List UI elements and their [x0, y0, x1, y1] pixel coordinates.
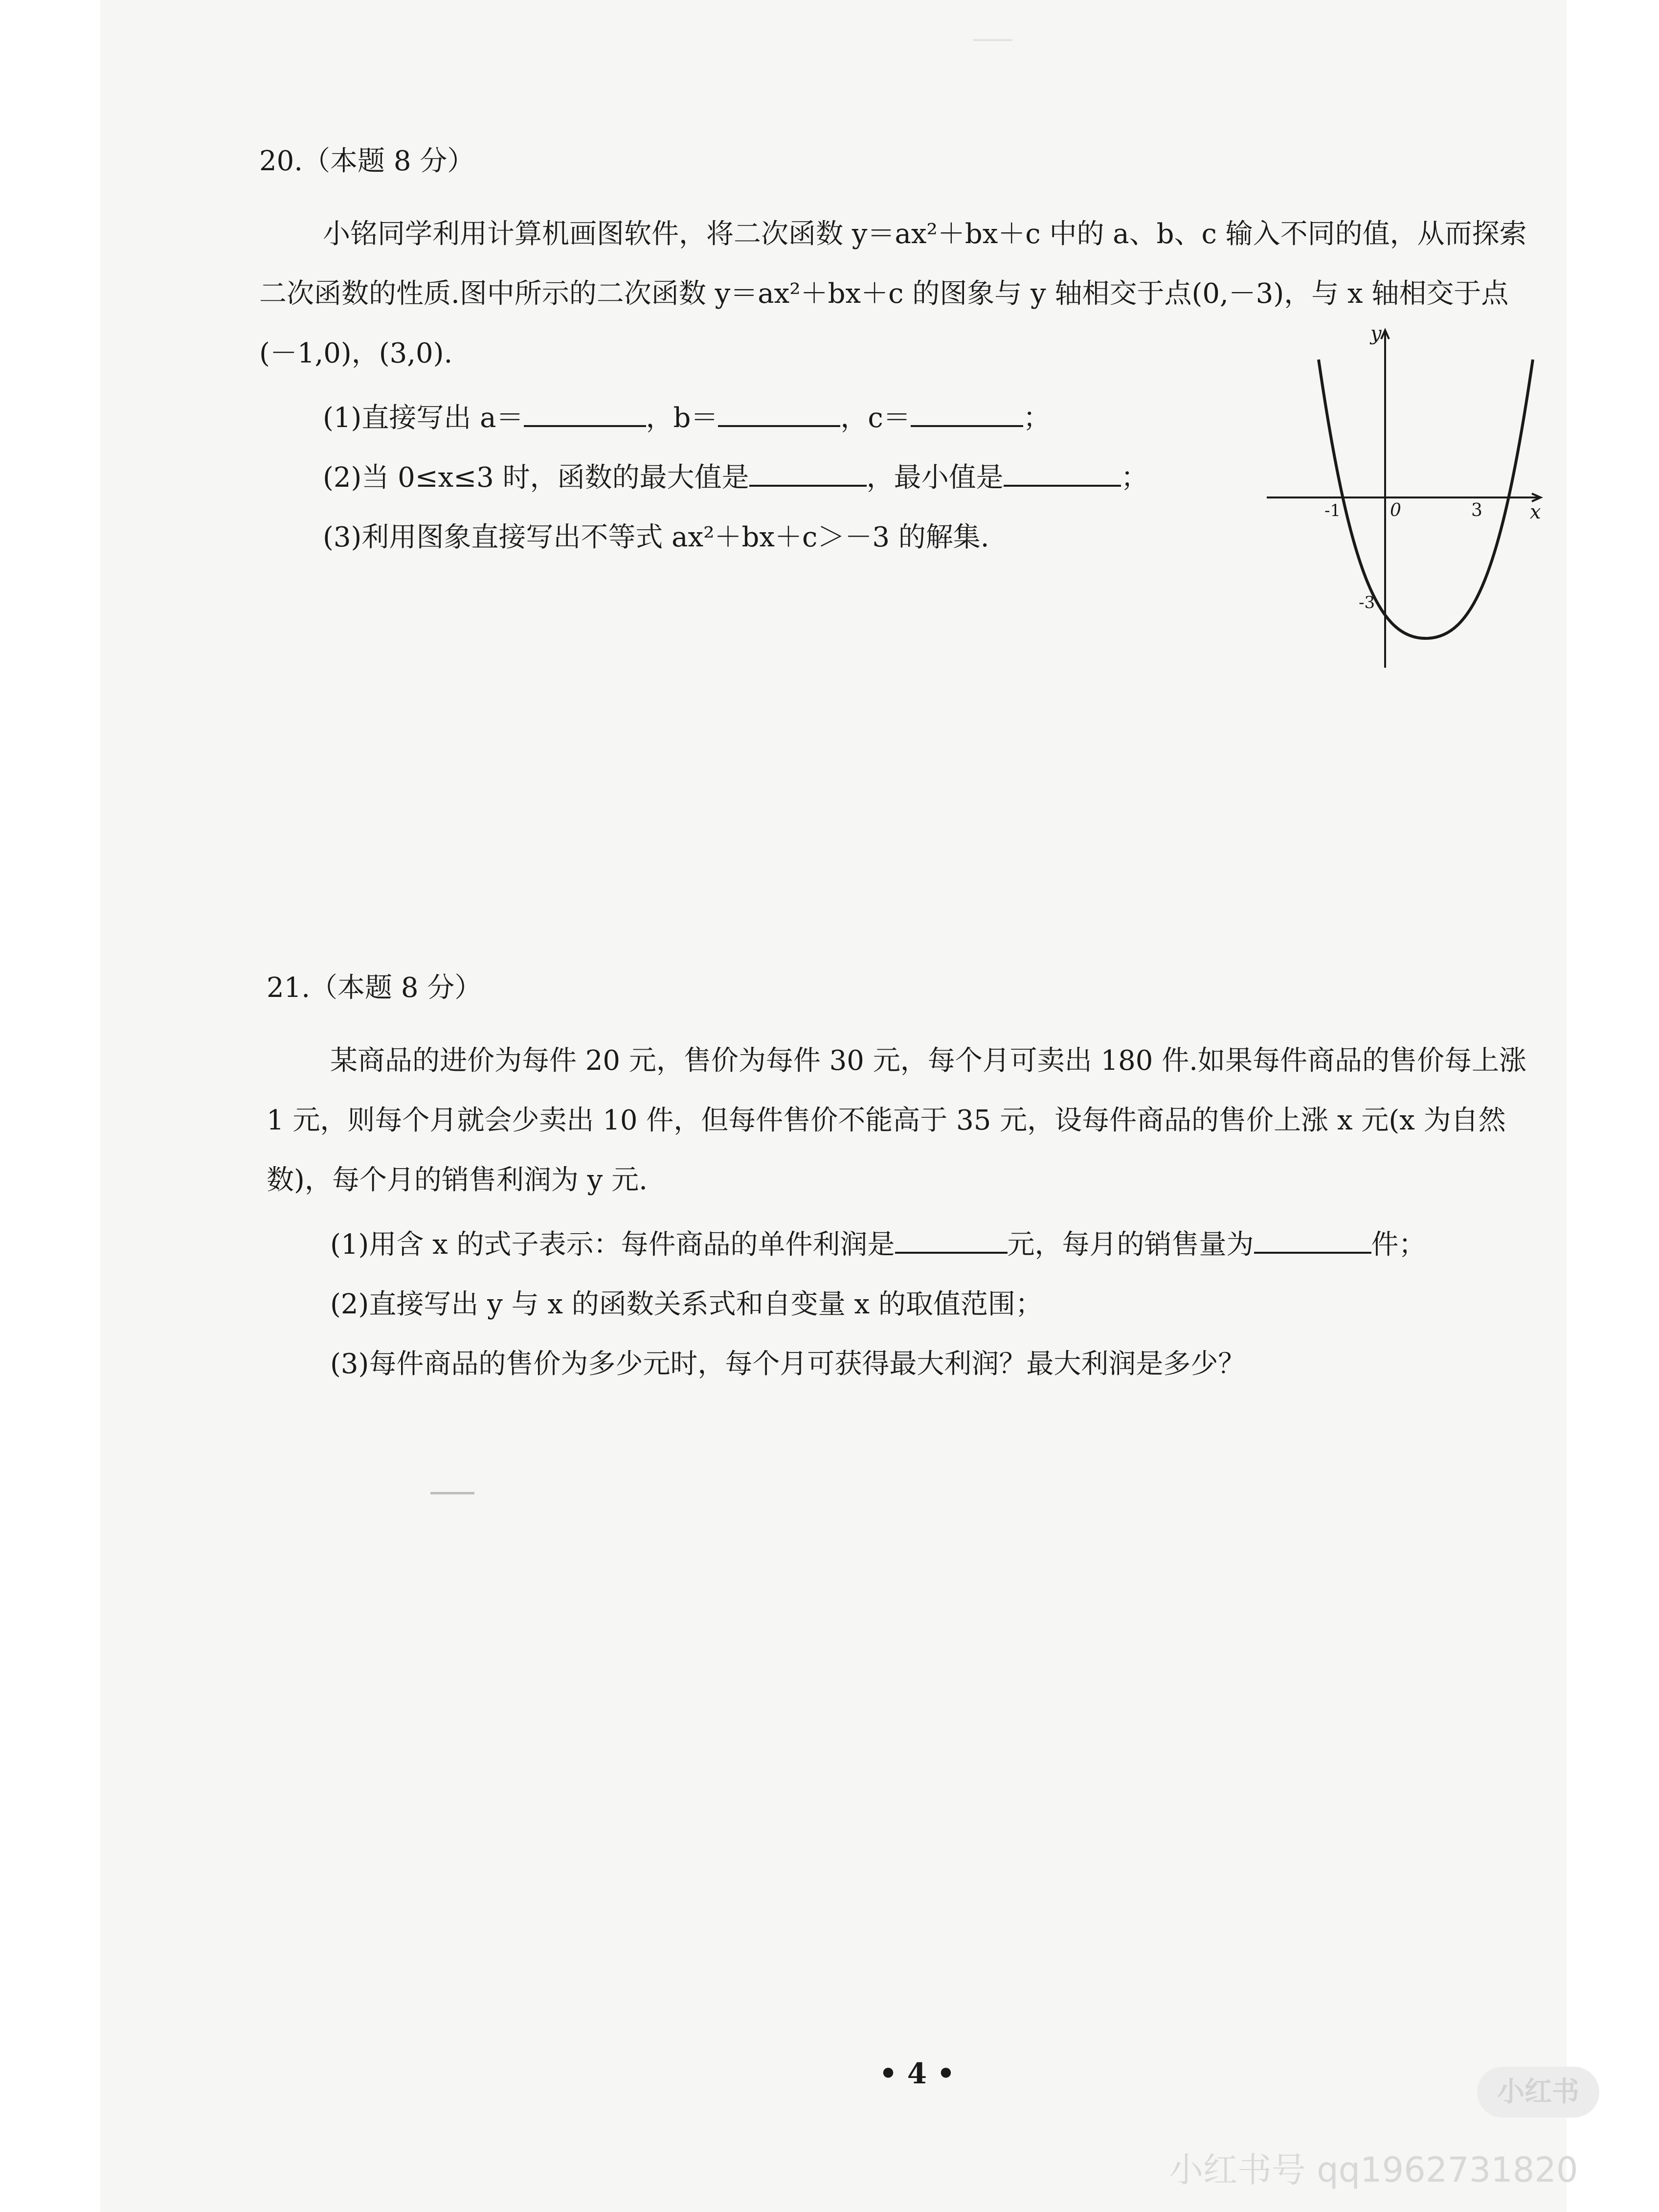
x-axis-label: x [1530, 501, 1541, 523]
question-21-item-1 [330, 1215, 1563, 1275]
tick-label-neg3: -3 [1359, 593, 1375, 612]
answer-blank-c[interactable] [911, 398, 1023, 427]
question-20-header: 20.（本题 8 分） [259, 145, 475, 177]
page-number: • 4 • [879, 2057, 955, 2090]
item-1-mid: 元，每月的销售量为 [1007, 1229, 1254, 1261]
item-2-prefix: (2)当 0≤x≤3 时，函数的最大值是 [323, 462, 749, 494]
answer-blank-a[interactable] [524, 398, 646, 427]
item-1-end: ； [1023, 402, 1051, 434]
question-21-header: 21.（本题 8 分） [267, 972, 482, 1004]
answer-blank-b[interactable] [718, 398, 840, 427]
origin-label: 0 [1390, 500, 1401, 520]
question-20-text: 小铭同学利用计算机画图软件，将二次函数 y＝ax²＋bx＋c 中的 a、b、c 输入不同的值，从而探索二次函数的性质.图中所示的二次函数 y＝ax²＋bx＋c 的图象与 y 轴相交于点(0,－3)，与 x 轴相交于点(－1,0)，(3,0). [259, 218, 1527, 369]
item-1-prefix: (1)用含 x 的式子表示：每件商品的单件利润是 [330, 1229, 895, 1261]
scan-mark [973, 39, 1012, 41]
question-21-item-2: (2)直接写出 y 与 x 的函数关系式和自变量 x 的取值范围； [330, 1288, 1043, 1320]
item-2-end: ； [1121, 462, 1148, 494]
question-21-item-3: (3)每件商品的售价为多少元时，每个月可获得最大利润？最大利润是多少？ [330, 1348, 1246, 1380]
tick-label-neg1: -1 [1324, 501, 1341, 520]
watermark-logo: 小红书 [1477, 2067, 1599, 2118]
answer-blank-min[interactable] [1004, 457, 1121, 487]
question-21-text: 某商品的进价为每件 20 元，售价为每件 30 元，每个月可卖出 180 件.如果每件商品的售价每上涨 1 元，则每个月就会少卖出 10 件，但每件售价不能高于 35 元，设每件商品的售价上涨 x 元(x 为自然数)，每个月的销售利润为 y 元. [267, 1045, 1527, 1196]
item-1-end: 件； [1371, 1229, 1426, 1261]
item-1-c-label: ，c＝ [840, 402, 911, 434]
item-1-b-label: ，b＝ [646, 402, 718, 434]
watermark-id: 小红书号 qq1962731820 [1169, 2150, 1578, 2190]
answer-blank-sales-volume[interactable] [1254, 1224, 1371, 1254]
question-20-item-3: (3)利用图象直接写出不等式 ax²＋bx＋c＞－3 的解集. [323, 521, 989, 553]
item-1-prefix: (1)直接写出 a＝ [323, 402, 524, 434]
item-2-mid: ，最小值是 [866, 462, 1004, 494]
y-axis-label: y [1370, 322, 1382, 345]
answer-blank-unit-profit[interactable] [895, 1224, 1008, 1254]
scan-mark [430, 1492, 474, 1494]
parabola-curve [1319, 360, 1533, 638]
parabola-graph [1262, 320, 1546, 673]
question-21 [267, 969, 1563, 1394]
tick-label-3: 3 [1471, 500, 1482, 520]
question-21-items [267, 1215, 1563, 1394]
answer-blank-max[interactable] [749, 457, 867, 487]
